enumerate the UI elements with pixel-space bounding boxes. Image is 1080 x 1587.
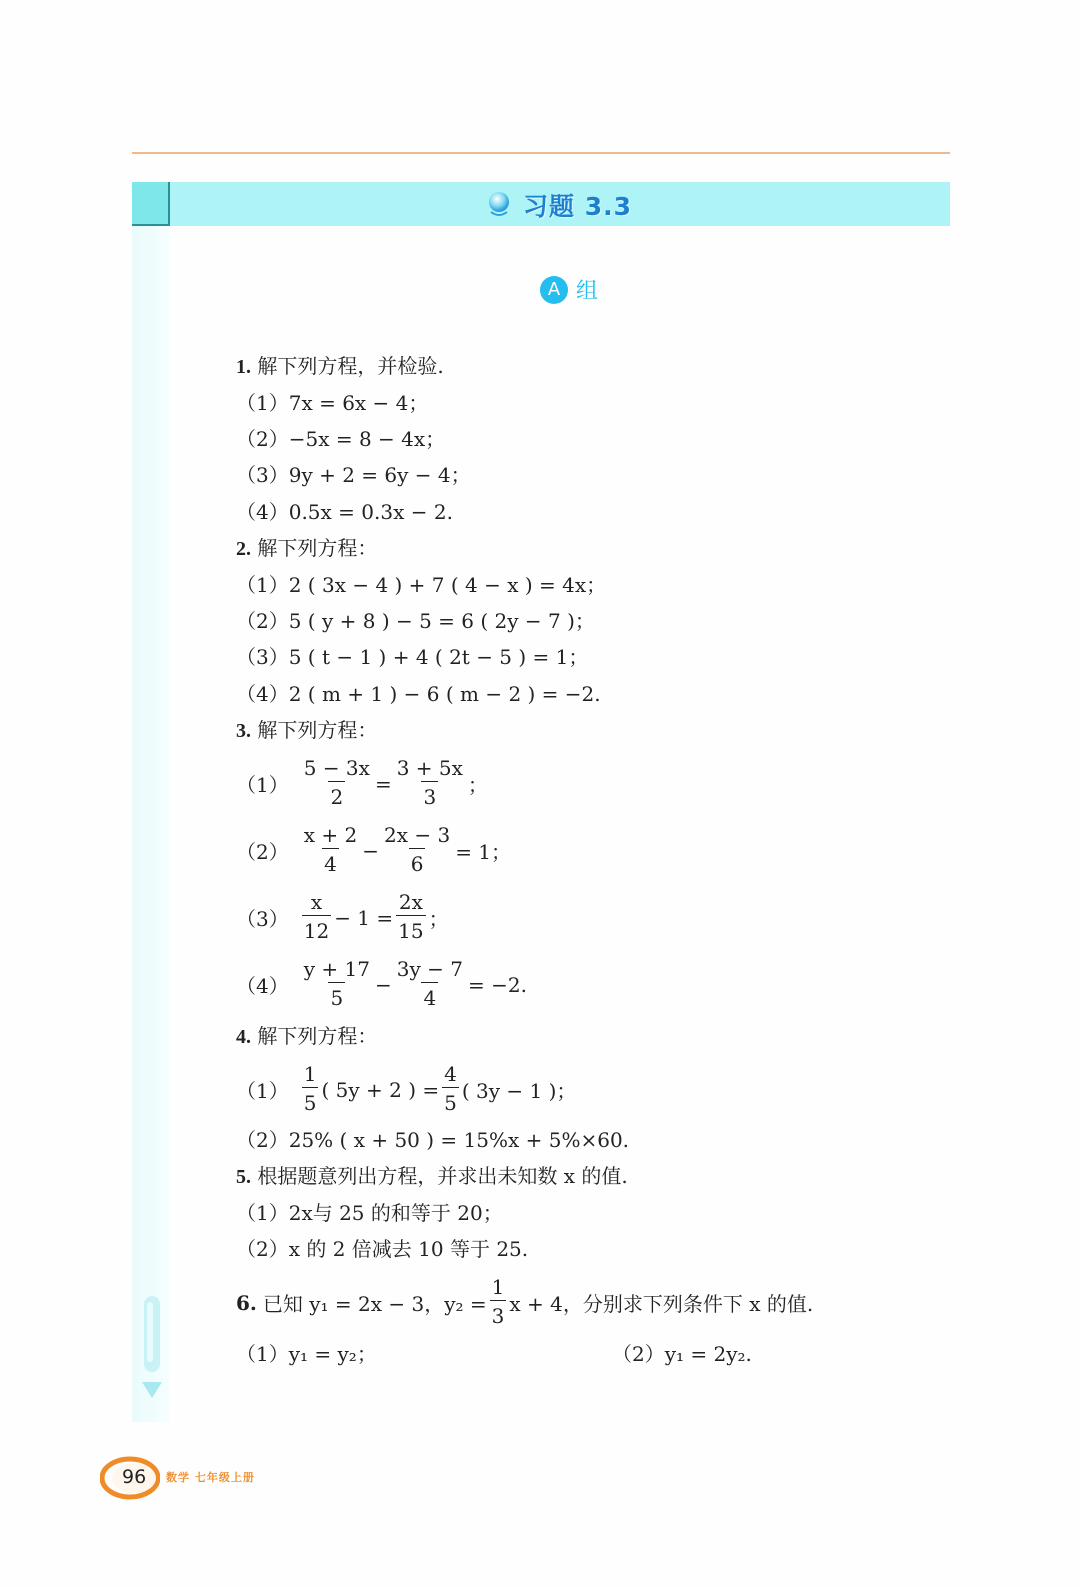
problem-2-item-3: （3）5 ( t − 1 ) + 4 ( 2t − 5 ) = 1； [236, 645, 589, 669]
problem-3 [236, 717, 377, 744]
fraction: $\frac{x}{12}$ [302, 889, 331, 946]
problem-5 [236, 1163, 628, 1190]
fraction: $\frac{2x - 3}{6}$ [382, 822, 452, 879]
problem-text: 解下列方程： [257, 536, 378, 560]
problem-4 [236, 1023, 377, 1050]
problem-number: 3. [236, 720, 251, 742]
problem-text: 解下列方程： [257, 1024, 378, 1048]
problem-6-item-1: （1）y₁ = y₂； [236, 1342, 377, 1366]
globe-icon [485, 190, 515, 220]
problem-text: 根据题意列出方程，并求出未知数 x 的值. [257, 1164, 628, 1188]
section-header-tab [132, 182, 170, 226]
problem-2-item-1: （1）2 ( 3x − 4 ) + 7 ( 4 − x ) = 4x； [236, 573, 607, 597]
problem-3-item-1: （1） $\frac{5 - 3x}{2}$ = $\frac{3 + 5x}{3}$ ； [236, 755, 488, 812]
problem-text: x + 4，分别求下列条件下 x 的值. [509, 1292, 814, 1316]
section-title-text: 习题 3.3 [523, 192, 632, 221]
fraction: $\frac{5 - 3x}{2}$ [302, 755, 372, 812]
problem-3-item-2: （2） $\frac{x + 2}{4}$ − $\frac{2x - 3}{6}$ = 1； [236, 822, 511, 879]
fraction: $\frac{x + 2}{4}$ [302, 822, 359, 879]
problem-number: 4. [236, 1026, 251, 1048]
fraction: $\frac{3 + 5x}{3}$ [395, 755, 465, 812]
problem-text: 解下列方程，并检验. [257, 354, 444, 378]
fraction: $\frac{2x}{15}$ [396, 889, 425, 946]
problem-1-item-1: （1）7x = 6x − 4； [236, 391, 429, 415]
problem-number: 6. [236, 1290, 257, 1315]
fraction: $\frac{y + 17}{5}$ [302, 956, 372, 1013]
group-badge: A [540, 276, 568, 304]
footer-book-title: 数学 七年级上册 [166, 1471, 255, 1484]
problem-number: 5. [236, 1166, 251, 1188]
fraction: $\frac{4}{5}$ [442, 1061, 459, 1118]
problem-3-item-3: （3） $\frac{x}{12}$ − 1 = $\frac{2x}{15}$ ； [236, 889, 449, 946]
page-number: 96 [122, 1466, 147, 1488]
problem-6-item-2: （2）y₁ = 2y₂. [612, 1342, 752, 1366]
top-rule [132, 152, 950, 154]
problem-text: 已知 y₁ = 2x − 3，y₂ = [262, 1292, 487, 1316]
problem-2 [236, 535, 377, 562]
problem-1-item-4: （4）0.5x = 0.3x − 2. [236, 500, 453, 524]
section-title [485, 188, 632, 222]
sidebar-strip [132, 226, 170, 1422]
problem-4-item-1: （1） $\frac{1}{5}$ ( 5y + 2 ) = $\frac{4}{5}$ ( 3y − 1 )； [236, 1061, 576, 1118]
problem-5-item-1: （1）2x与 25 的和等于 20； [236, 1201, 503, 1225]
problem-2-item-4: （4）2 ( m + 1 ) − 6 ( m − 2 ) = −2. [236, 682, 601, 706]
group-label: 组 [576, 279, 599, 304]
problem-6 [236, 1274, 813, 1331]
problem-number: 1. [236, 356, 251, 378]
problem-2-item-2: （2）5 ( y + 8 ) − 5 = 6 ( 2y − 7 )； [236, 609, 595, 633]
problem-number: 2. [236, 538, 251, 560]
problem-3-item-4: （4） $\frac{y + 17}{5}$ − $\frac{3y - 7}{4}$ = −2. [236, 956, 527, 1013]
group-heading [540, 274, 598, 305]
fraction: $\frac{3y - 7}{4}$ [395, 956, 465, 1013]
scroll-arrow-icon [140, 1296, 164, 1400]
fraction: $\frac{1}{5}$ [302, 1061, 319, 1118]
problem-5-item-2: （2）x 的 2 倍减去 10 等于 25. [236, 1237, 529, 1261]
problem-1-item-3: （3）9y + 2 = 6y − 4； [236, 463, 471, 487]
problem-4-item-2: （2）25% ( x + 50 ) = 15%x + 5%×60. [236, 1128, 630, 1152]
problem-1-item-2: （2）−5x = 8 − 4x； [236, 427, 446, 451]
fraction: $\frac{1}{3}$ [490, 1274, 507, 1331]
problem-1 [236, 353, 444, 380]
problem-text: 解下列方程： [257, 718, 378, 742]
